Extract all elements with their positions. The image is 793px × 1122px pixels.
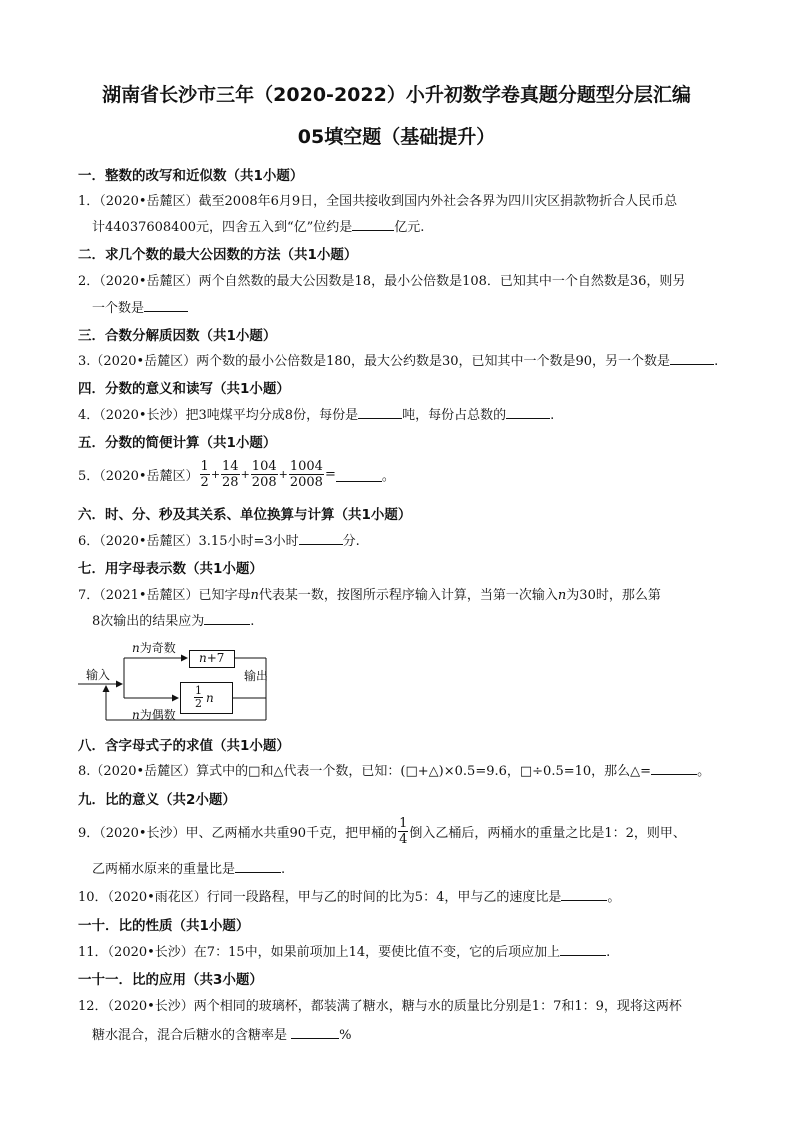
section-heading-3: 三．合数分解质因数（共1小题） (78, 328, 277, 344)
plus-sign: + (210, 467, 221, 481)
plus-sign: + (278, 467, 288, 481)
section-heading-9: 九．比的意义（共2小题） (78, 792, 236, 808)
question-4-line (78, 404, 554, 423)
question-5-line (78, 457, 395, 491)
page-subtitle: 05填空题（基础提升） (297, 126, 496, 148)
section-heading-7: 七．用字母表示数（共1小题） (78, 561, 263, 577)
answer-blank[interactable] (144, 297, 188, 312)
question-9-text: 9．（2020•长沙）甲、乙两桶水共重90千克，把甲桶的 (78, 825, 398, 841)
question-10-line (78, 886, 620, 905)
fraction (398, 816, 408, 847)
question-3-end: . (714, 354, 719, 369)
section-heading-1: 一．整数的改写和近似数（共1小题） (78, 168, 304, 184)
question-5-end: 。 (381, 468, 395, 484)
question-9-text: 倒入乙桶后，两桶水的重量之比是1：2，则甲、 (409, 825, 686, 841)
answer-blank[interactable] (299, 530, 343, 545)
even-condition-label (132, 706, 176, 723)
question-12-text: 糖水混合，混合后糖水的含糖率是 (92, 1028, 288, 1043)
plus-sign: + (240, 467, 250, 481)
answer-blank[interactable] (204, 610, 250, 625)
question-1-text: 计44037608400元，四舍五入到“亿”位约是 (92, 220, 353, 235)
question-9-line-1 (78, 814, 686, 848)
question-7-line-1 (78, 584, 661, 603)
odd-operation-box (189, 650, 235, 668)
denominator: 4 (399, 831, 408, 847)
equals-sign: = (324, 466, 336, 482)
question-4-mid: 吨，每份占总数的 (402, 408, 507, 423)
even-text: 为偶数 (139, 708, 176, 722)
question-8-line (78, 760, 710, 779)
even-operation (193, 685, 214, 710)
question-11-text: 11．（2020•长沙）在7：15中，如果前项加上14，要使比值不变，它的后项应加上 (78, 945, 561, 960)
plus-seven: +7 (206, 651, 225, 665)
section-heading-5: 五．分数的简便计算（共1小题） (78, 435, 277, 451)
output-label: 输出 (244, 669, 269, 683)
section-heading-2: 二．求几个数的最大公因数的方法（共1小题） (78, 247, 358, 263)
question-9-text: 乙两桶水原来的重量比是 (92, 862, 236, 877)
question-7-text: 为30时，那么第 (566, 588, 661, 603)
question-8-text: 8.（2020•岳麓区）算式中的□和△代表一个数，已知：(□+△)×0.5=9.6，□÷0.5=10，那么△= (78, 764, 652, 779)
question-2-text: 一个数是 (92, 301, 145, 316)
answer-blank[interactable] (336, 467, 382, 482)
question-6-unit: 分. (342, 534, 360, 549)
question-10-end: 。 (607, 890, 621, 905)
question-7-text: 7．（2021•岳麓区）已知字母 (78, 588, 251, 603)
question-1-line-2 (92, 216, 424, 235)
section-heading-11: 一十一．比的应用（共3小题） (78, 972, 263, 988)
answer-blank[interactable] (358, 404, 402, 419)
answer-blank[interactable] (651, 760, 697, 775)
numerator: 1 (200, 458, 209, 474)
fraction (289, 459, 324, 490)
input-label: 输入 (86, 668, 111, 682)
question-7-text: 8次输出的结果应为 (92, 614, 205, 629)
denominator: 2008 (289, 474, 323, 490)
percent-sign: % (339, 1028, 352, 1043)
answer-blank[interactable] (235, 858, 281, 873)
fraction (251, 459, 278, 490)
question-3-text: 3.（2020•岳麓区）两个数的最小公倍数是180，最大公约数是30，已知其中一个数是90，另一个数是 (78, 354, 671, 369)
answer-blank[interactable] (560, 941, 606, 956)
answer-blank[interactable] (291, 1024, 339, 1039)
odd-operation (199, 651, 224, 665)
variable-n: n (557, 588, 567, 603)
variable-n: n (132, 641, 140, 655)
question-6-text: 6．（2020•岳麓区）3.15小时=3小时 (78, 534, 299, 549)
question-11-line (78, 941, 610, 960)
question-7-end: . (250, 614, 255, 629)
question-10-text: 10．（2020•雨花区）行同一段路程，甲与乙的时间的比为5：4，甲与乙的速度比是 (78, 890, 562, 905)
fraction (221, 459, 240, 490)
fraction (200, 459, 210, 490)
question-3-line (78, 350, 718, 369)
numerator: 1 (399, 815, 408, 831)
question-1-unit: 亿元. (394, 220, 425, 235)
numerator: 1 (195, 684, 202, 697)
variable-n: n (132, 708, 140, 722)
denominator: 2 (200, 474, 209, 490)
section-heading-4: 四．分数的意义和读写（共1小题） (78, 381, 290, 397)
variable-n: n (206, 690, 214, 705)
question-7-line-2 (92, 610, 254, 629)
variable-n: n (199, 651, 207, 665)
denominator: 2 (195, 697, 202, 710)
section-heading-8: 八．含字母式子的求值（共1小题） (78, 738, 290, 754)
page-title: 湖南省长沙市三年（2020-2022）小升初数学卷真题分题型分层汇编 (102, 84, 691, 106)
question-8-end: 。 (697, 764, 711, 779)
question-4-end: . (550, 408, 555, 423)
question-12-line-1: 12．（2020•长沙）两个相同的玻璃杯，都装满了糖水，糖与水的质量比分别是1：7和1：9，现将这两杯 (78, 999, 682, 1014)
question-2-line-2 (92, 297, 188, 316)
question-9-line-2 (92, 858, 285, 877)
question-1-line-1: 1．（2020•岳麓区）截至2008年6月9日，全国共接收到国内外社会各界为四川灾区捐款物折合人民币总 (78, 194, 678, 209)
answer-blank[interactable] (506, 404, 550, 419)
even-operation-box (180, 682, 233, 714)
question-2-line-1: 2．（2020•岳麓区）两个自然数的最大公因数是18，最小公倍数是108．已知其中一个自然数是36，则另 (78, 274, 686, 289)
denominator: 28 (222, 474, 239, 490)
odd-condition-label (132, 639, 176, 656)
question-6-line (78, 530, 360, 549)
question-7-text: 代表某一数，按图所示程序输入计算，当第一次输入 (258, 588, 558, 603)
question-4-text: 4．（2020•长沙）把3吨煤平均分成8份，每份是 (78, 408, 359, 423)
section-heading-6: 六．时、分、秒及其关系、单位换算与计算（共1小题） (78, 507, 412, 523)
denominator: 208 (251, 474, 277, 490)
program-flow-diagram (74, 638, 274, 726)
question-5-text: 5．（2020•岳麓区） (78, 468, 199, 484)
fraction (194, 685, 203, 710)
variable-n: n (250, 588, 259, 603)
question-12-line-2 (92, 1024, 352, 1043)
numerator: 104 (251, 458, 277, 474)
odd-text: 为奇数 (139, 641, 176, 655)
numerator: 14 (222, 458, 239, 474)
question-9-end: . (281, 862, 286, 877)
answer-blank[interactable] (670, 350, 714, 365)
section-heading-10: 一十．比的性质（共1小题） (78, 918, 250, 934)
answer-blank[interactable] (352, 216, 394, 231)
numerator: 1004 (289, 458, 323, 474)
answer-blank[interactable] (561, 886, 607, 901)
question-11-end: . (606, 945, 611, 960)
